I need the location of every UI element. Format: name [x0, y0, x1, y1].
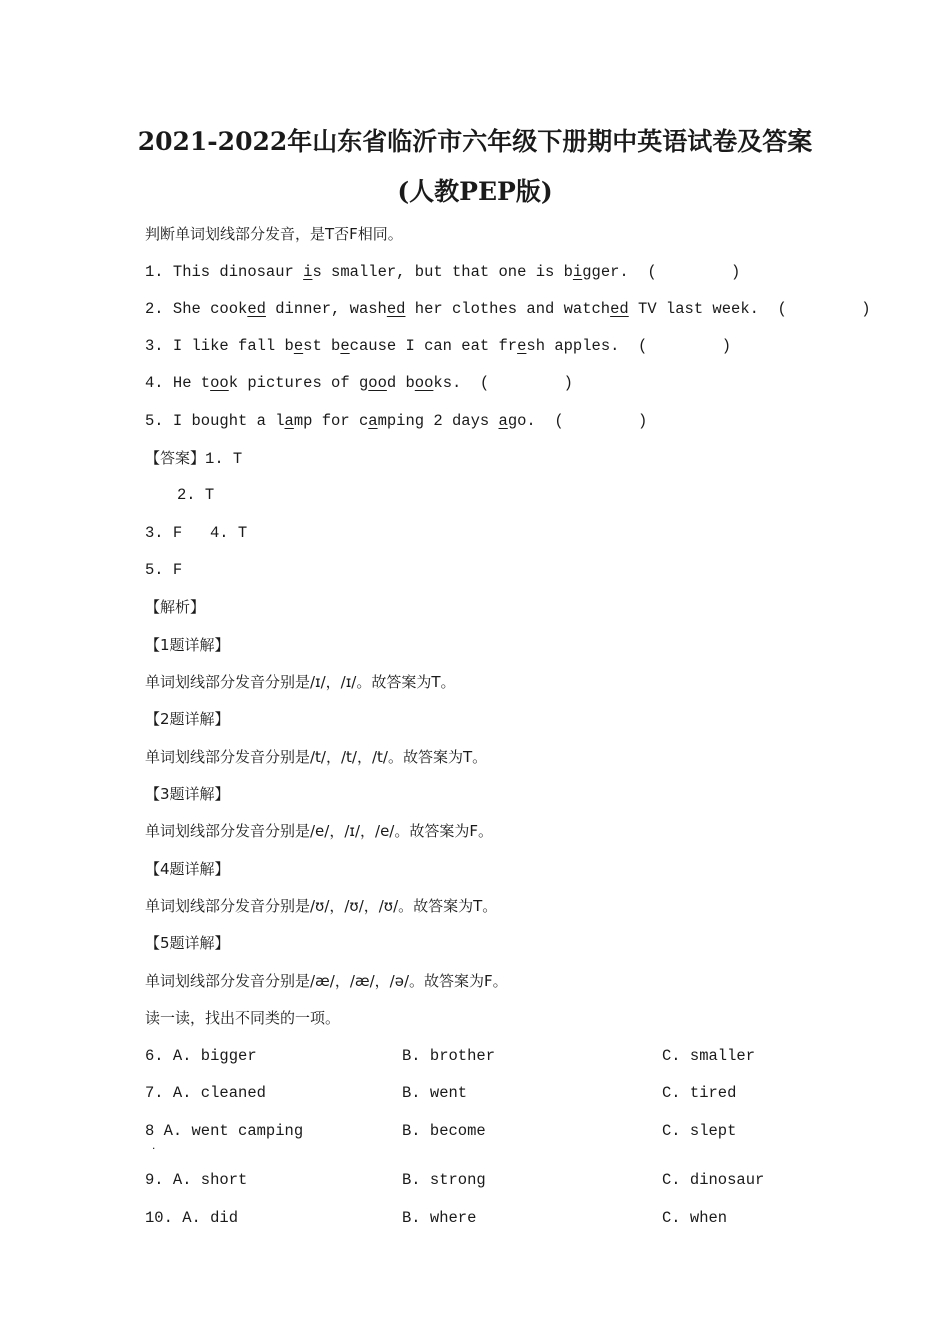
q8-option-a: 8 A. went camping — [145, 1122, 304, 1140]
q9-option-b: B. strong — [402, 1171, 486, 1189]
q9-option-c: C. dinosaur — [662, 1171, 765, 1189]
answer-1: 1. T — [205, 450, 243, 468]
document-title-line2: (人教PEP版) — [397, 177, 553, 206]
detail-3-body: 单词划线部分发音分别是/e/，/ɪ/，/e/。故答案为F。 — [145, 822, 493, 840]
stray-dot: . — [152, 1138, 156, 1152]
detail-5-body: 单词划线部分发音分别是/æ/，/æ/，/ə/。故答案为F。 — [145, 972, 508, 990]
q9-option-a: 9. A. short — [145, 1171, 248, 1189]
question-5: 5. I bought a lamp for camping 2 days ago. ( ) — [145, 412, 648, 430]
q10-option-c: C. when — [662, 1209, 728, 1227]
q8-option-b: B. become — [402, 1122, 486, 1140]
analysis-label: 【解析】 — [145, 598, 206, 616]
answer-label: 【答案】 — [145, 449, 206, 467]
answer-5: 5. F — [145, 561, 183, 579]
answer-line-1 — [145, 448, 242, 469]
detail-4-heading: 【4题详解】 — [145, 860, 230, 878]
q7-option-c: C. tired — [662, 1084, 737, 1102]
question-2: 2. She cooked dinner, washed her clothes and watched TV last week. ( ) — [145, 300, 871, 318]
answer-3: 3. F — [145, 524, 183, 542]
q7-option-b: B. went — [402, 1084, 468, 1102]
detail-5-heading: 【5题详解】 — [145, 934, 230, 952]
document-title-line1: 2021-2022年山东省临沂市六年级下册期中英语试卷及答案 — [137, 127, 813, 156]
detail-2-heading: 【2题详解】 — [145, 710, 230, 728]
question-3: 3. I like fall best because I can eat fresh apples. ( ) — [145, 337, 732, 355]
detail-4-body: 单词划线部分发音分别是/ʊ/，/ʊ/，/ʊ/。故答案为T。 — [145, 897, 498, 915]
question-4: 4. He took pictures of good books. ( ) — [145, 374, 573, 392]
detail-3-heading: 【3题详解】 — [145, 785, 230, 803]
detail-1-heading: 【1题详解】 — [145, 636, 230, 654]
detail-2-body: 单词划线部分发音分别是/t/，/t/，/t/。故答案为T。 — [145, 748, 488, 766]
q6-option-b: B. brother — [402, 1047, 496, 1065]
answer-2: 2. T — [177, 486, 215, 504]
q8-option-c: C. slept — [662, 1122, 737, 1140]
section1-instruction: 判断单词划线部分发音，是T否F相同。 — [145, 225, 403, 243]
q7-option-a: 7. A. cleaned — [145, 1084, 266, 1102]
q6-option-c: C. smaller — [662, 1047, 756, 1065]
q10-option-b: B. where — [402, 1209, 477, 1227]
q6-option-a: 6. A. bigger — [145, 1047, 257, 1065]
question-1: 1. This dinosaur is smaller, but that one is bigger. ( ) — [145, 263, 741, 281]
section2-instruction: 读一读，找出不同类的一项。 — [145, 1009, 341, 1027]
q10-option-a: 10. A. did — [145, 1209, 239, 1227]
answer-4: 4. T — [210, 524, 248, 542]
detail-1-body: 单词划线部分发音分别是/ɪ/，/ɪ/。故答案为T。 — [145, 673, 456, 691]
